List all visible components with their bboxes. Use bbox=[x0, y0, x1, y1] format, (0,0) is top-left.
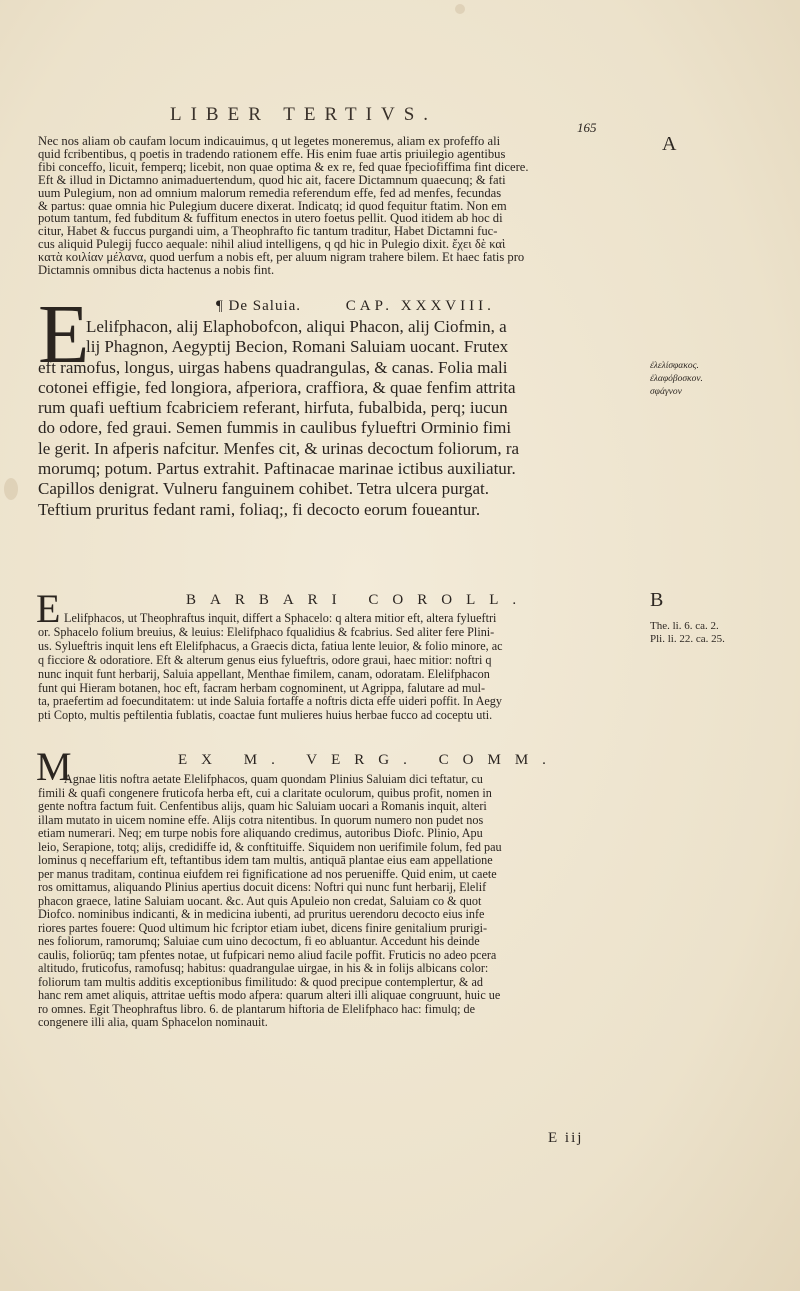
text-line: nunc inquit funt herbarij, Saluia appellant, Menthae fimilem, canam, odoratam. Elelifphacon bbox=[38, 667, 490, 681]
text-line: leio, Serapione, totq; alijs, credidiffe id, & conftituiffe. Siquidem non uerifimile folum, fed pau bbox=[38, 840, 502, 854]
text-line: fibi conceffo, licuit, femperq; licebit, non quae optima & ex re, fed quae fpeciofiffima fint dicere. bbox=[38, 160, 529, 174]
margin-letter-a bbox=[662, 133, 677, 155]
margin-references bbox=[650, 620, 725, 646]
chapter-de-saluia bbox=[38, 288, 638, 520]
text-line: per manus traditam, continua eiufdem rei fignificatione ad nos perueniffe. Quid enim, ut caete bbox=[38, 867, 497, 881]
text-line: ros omittamus, aliquando Plinius apertius docuit dicens: Noftri qui nunc funt herbarij, Elelif bbox=[38, 881, 487, 894]
text-line: pti Copto, multis peftilentia fublatis, coactae funt mulieres huius herbae fucco ad coceptu uti. bbox=[38, 709, 493, 723]
text-line: Capillos denigrat. Vulneru fanguinem cohibet. Tetra ulcera purgat. bbox=[38, 479, 489, 499]
text-line: q ficciore & odoratiore. Eft & alterum genus eius fylueftris, odore graui, haec mitior: noftri q bbox=[38, 653, 492, 667]
text-line: Lelifphacon, alij Elaphobofcon, aliqui Phacon, alij Ciofmin, a bbox=[86, 317, 507, 336]
text-line: κατὰ κοιλίαν μέλανα, quod uerfum a nobis eft, per aluum nigram trahere bilem. Et haec fatis pro bbox=[38, 251, 525, 265]
margin-letter: A bbox=[662, 133, 677, 155]
text-line: Nec nos aliam ob caufam locum indicauimus, q ut legetes moneremus, aliam ex profeffo ali bbox=[38, 135, 501, 148]
text-line: eft ramofus, longus, uirgas habens quadrangulas, & canas. Folia mali bbox=[38, 357, 508, 377]
chapter-body bbox=[38, 317, 638, 520]
barbari-initial: E bbox=[36, 586, 61, 631]
paper-stain bbox=[455, 4, 465, 14]
pilcrow-icon: ¶ bbox=[216, 298, 224, 314]
drop-cap-initial: E bbox=[38, 288, 90, 381]
running-head: LIBER TERTIVS. bbox=[170, 104, 438, 125]
text-line: cotonei effigie, fed longiora, afperiora, craffiora, & quae fenfim attrita bbox=[38, 377, 516, 397]
text-line: Agnae litis noftra aetate Elelifphacos, quam quondam Plinius Saluiam dici teftatur, cu bbox=[64, 773, 483, 786]
folio-number: 165 bbox=[577, 120, 597, 135]
text-line: fimili & quafi congenere fruticofa herba eft, cui a claritate oculorum, quibus profit, nomen in bbox=[38, 786, 492, 800]
text-line: cus aliquid Pulegij fucco aequale: nihil aliud intelligens, q qd hic in Pulegio dixit. ἔχει δὲ καὶ bbox=[38, 238, 506, 252]
text-line: citur, Habet & fuccus purgandi uim, a Theophrafto fic tantum traditur, Habet Dictamni fuc- bbox=[38, 225, 498, 239]
commentary-paragraph bbox=[38, 773, 638, 1030]
text-line: lominus q neceffarium eft, teftantibus idem tam multis, antiquā plantae eius eam appellatione bbox=[38, 854, 493, 867]
barbari-paragraph bbox=[38, 612, 638, 723]
chapter-number: CAP. XXXVIII. bbox=[345, 298, 495, 314]
margin-letter: B bbox=[650, 589, 664, 611]
text-line: illam mutato in uicem nomine effe. Alijs cotra nitentibus. In quorum numero non pudet nos bbox=[38, 813, 484, 827]
text-line: ta, praefertim ad foecunditatem: ut inde Saluia fortaffe a noftris dicta effe uideri poffit. In Aegy bbox=[38, 695, 502, 709]
text-line: uum Pulegium, non ad omnium malorum remedia referendum effe, fed ad menfes, fecundas bbox=[38, 186, 502, 200]
margin-note: Pli. li. 22. ca. 25. bbox=[650, 633, 725, 645]
text-line: do odore, fed graui. Semen fummis in caulibus fylueftri Orminio fimi bbox=[38, 418, 512, 438]
intro-paragraph bbox=[38, 135, 638, 277]
text-line: quid fcribentibus, q poetis in tradendo rationem effe. His enim fuae artis priuilegio agentibus bbox=[38, 147, 506, 161]
text-line: phacon graece, latine Saluiam uocant. &c. Aut quis Apuleio non credat, Saluiam co & quot bbox=[38, 894, 482, 908]
text-line: & partus: quae omnia hic Pulegium ducere dixerat. Indicatq; id quod fequitur ftatim. Non em bbox=[38, 199, 507, 213]
signature-mark: E iij bbox=[548, 1130, 584, 1146]
margin-note: ἐλελίσφακος. bbox=[650, 361, 699, 371]
chapter-title: De Saluia. bbox=[228, 298, 302, 314]
margin-letter-b bbox=[650, 589, 664, 611]
margin-greek-names bbox=[650, 360, 703, 399]
margin-note: σφάγνον bbox=[650, 387, 682, 397]
text-line: le gerit. In afperis nafcitur. Menfes cit, & urinas decoctum foliorum, ra bbox=[38, 438, 520, 458]
margin-note: The. li. 6. ca. 2. bbox=[650, 620, 719, 632]
text-line: gente noftra factum fuit. Cenfentibus alijs, quam hic Saluiam uocari a Romanis inquit, alteri bbox=[38, 800, 487, 813]
text-line: Lelifphacos, ut Theophraftus inquit, differt a Sphacelo: q altera mitior eft, altera fylueftri bbox=[64, 612, 497, 625]
text-line: hanc rem amet aliquis, attritae ueftis modo afpera: quarum alteri illi aliquae congruunt, huic ue bbox=[38, 989, 501, 1002]
text-line: potum tantum, fed fubditum & fuffitum enectos in utero foetus pellit. Quod itidem ab hoc di bbox=[38, 212, 503, 226]
text-line: nes foliorum, ramorumq; Saluiae cum uino decoctum, fi eo abluantur. Accedunt his deinde bbox=[38, 935, 480, 948]
chapter-heading bbox=[216, 298, 638, 315]
paper-stain bbox=[4, 478, 18, 500]
text-line: foliorum tam multis additis exceptionibus fimilitudo: & quod precipue contemplertur, & ad bbox=[38, 975, 483, 989]
text-line: Teftium pruritus fedant rami, foliaq;, fi decocto eorum foueantur. bbox=[38, 499, 481, 519]
text-line: funt qui Hieram botanen, hoc eft, facram herbam cognominent, ut Agrippa, falutare ad mul- bbox=[38, 681, 486, 695]
text-line: us. Sylueftris inquit lens eft Elelifphacus, a Graecis dicta, fatiua lente leuior, & folio minore, ac bbox=[38, 639, 503, 653]
text-line: Dictamnis omnibus dicta hactenus a nobis fint. bbox=[38, 264, 275, 277]
text-line: or. Sphacelo folium breuius, & leuius: Elelifphaco fqualidius & fcabrius. Sed aliter fere Plini- bbox=[38, 625, 495, 639]
margin-note: ἐλαφόβοσκον. bbox=[650, 374, 703, 384]
text-line: ro omnes. Egit Theophraftus libro. 6. de plantarum hiftoria de Elelifphaco hac: fimulq; de bbox=[38, 1002, 476, 1016]
text-line: Diofco. nominibus indicanti, & in medicina iubenti, ad pruritus uerendoru decocto eius infe bbox=[38, 908, 485, 921]
text-line: congenere illi alia, quam Sphacelon nominauit. bbox=[38, 1016, 268, 1029]
text-line: etiam numerari. Neq; em turpe nobis fore aliquando credimus, autoribus Diofc. Plinio, Apu bbox=[38, 827, 483, 840]
text-line: lij Phagnon, Aegyptij Becion, Romani Saluiam uocant. Frutex bbox=[86, 337, 509, 357]
commentary-initial: M bbox=[36, 744, 72, 789]
commentary-heading: EX M. VERG. COMM. bbox=[178, 752, 560, 768]
text-line: Eft & illud in Dictamno animaduertendum, quod hic ait, facere Dictamnum quaecunq; & fati bbox=[38, 173, 506, 187]
text-line: rum quafi ueftium fcabriciem referant, hirfuta, fubalbida, perq; iucun bbox=[38, 398, 508, 418]
barbari-heading: BARBARI COROLL. bbox=[186, 592, 531, 608]
text-line: riores partes fouere: Quod ultimum hic fcriptor etiam iubet, dicens finire genitalium prurigi- bbox=[38, 921, 488, 935]
text-line: altitudo, fruticofus, ramofusq; habitus: quadrangulae uirgae, in his & in folijs albicans color: bbox=[38, 962, 489, 975]
text-line: morumq; potum. Partus extrahit. Paftinacae marinae ictibus auxiliatur. bbox=[38, 459, 516, 479]
text-line: caulis, foliorūq; tam pfentes notae, ut fufpicari nemo aliud facile poffit. Fruticis no adeo pcera bbox=[38, 948, 497, 962]
